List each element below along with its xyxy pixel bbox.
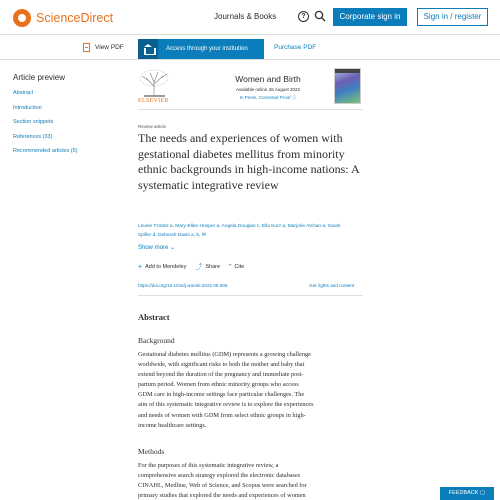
view-pdf-button[interactable] <box>83 43 124 52</box>
text-line: aim of this systematic integrative review is to explore the experiences <box>138 401 314 409</box>
journals-books-link[interactable]: Journals & Books <box>214 12 277 21</box>
text-line: Gestational diabetes mellitus (GDM) represents a growing challenge <box>138 351 311 358</box>
share-icon: ⤴ <box>195 264 203 271</box>
in-press-label: In Press, Corrected Proof <box>239 95 291 100</box>
feedback-button[interactable] <box>440 487 494 500</box>
text-line: partum period. Women from ethnic minority groups who access <box>138 381 299 389</box>
sidebar-title: Article preview <box>13 73 66 82</box>
email-icon: ✉ <box>201 233 206 238</box>
text-line: worldwide, with significant risks to both the mother and baby that <box>138 361 305 369</box>
background-heading: Background <box>138 336 175 345</box>
cite-label: Cite <box>234 264 245 270</box>
elsevier-tree-logo[interactable] <box>138 68 171 98</box>
top-navigation-bar <box>0 0 500 35</box>
sidebar-item-section-snippets[interactable]: Section snippets <box>13 119 54 125</box>
logo-text: ScienceDirect <box>36 11 114 25</box>
journal-banner <box>138 68 363 110</box>
corporate-sign-in-button[interactable]: Corporate sign in <box>333 8 407 26</box>
author-line-2[interactable] <box>138 231 363 240</box>
cite-button[interactable] <box>229 264 244 271</box>
chevron-down-icon: ⌄ <box>170 245 176 251</box>
show-more-label: Show more <box>138 245 169 251</box>
author-line-1[interactable]: Louise Tzotzis a, Mary-Ellen Hooper a, Angela Douglas c, Ella Kurz a, Marjorie Atchan a, Sarah <box>138 224 341 229</box>
methods-paragraph <box>138 461 366 500</box>
info-icon: ⓘ <box>291 95 297 100</box>
text-line: and needs of women with GDM from select ethnic groups in high- <box>138 411 306 419</box>
article-actions <box>138 262 253 272</box>
get-rights-link[interactable]: Get rights and content <box>309 283 355 288</box>
article-title: The needs and experiences of women with gestational diabetes mellitus from minority ethnic backgrounds in high-income nations: A systematic integrative review <box>138 131 359 192</box>
pdf-icon <box>83 43 90 52</box>
journal-cover-image[interactable] <box>334 68 361 104</box>
methods-heading: Methods <box>138 447 165 456</box>
feedback-label: FEEDBACK <box>448 490 479 496</box>
share-button[interactable] <box>195 262 220 272</box>
plus-icon: + <box>138 263 143 271</box>
purchase-pdf-link[interactable]: Purchase PDF <box>274 44 317 51</box>
article-outline-sidebar <box>13 73 123 163</box>
author-line-2-text: Spiller d, Deborah Davis a, b, <box>138 233 202 238</box>
text-line: comprehensive search strategy explored the electronic databases <box>138 472 301 480</box>
sidebar-item-introduction[interactable]: Introduction <box>13 104 42 111</box>
author-list <box>138 222 363 240</box>
search-icon[interactable] <box>314 10 326 22</box>
institution-icon <box>138 39 158 59</box>
access-institution-button[interactable] <box>138 39 264 59</box>
abstract-heading: Abstract <box>138 312 170 322</box>
doi-link[interactable]: https://doi.org/10.1016/j.wombi.2022.08.006 <box>138 283 228 288</box>
chat-icon: ▢ <box>479 490 486 496</box>
share-label: Share <box>205 264 221 270</box>
text-line: For the purposes of this systematic integrative review, a <box>138 462 279 469</box>
sidebar-item-references[interactable]: References (33) <box>13 133 53 140</box>
add-to-mendeley-label: Add to Mendeley <box>145 264 187 270</box>
sciencedirect-logo-icon <box>13 9 31 27</box>
journal-title[interactable]: Women and Birth <box>235 74 301 84</box>
add-to-mendeley-button[interactable] <box>138 264 186 271</box>
sidebar-item-abstract[interactable]: Abstract <box>13 90 34 96</box>
text-line: income healthcare settings. <box>138 421 207 429</box>
background-paragraph <box>138 350 366 431</box>
access-institution-label: Access through your institution <box>166 46 248 52</box>
elsevier-wordmark: ELSEVIER <box>138 98 169 104</box>
show-more-button[interactable] <box>138 244 175 251</box>
article-type: Review article <box>138 124 167 129</box>
text-line: GDM care in high-income settings face particular challenges. The <box>138 391 305 399</box>
in-press-link[interactable] <box>218 95 318 101</box>
text-line: CINAHL, Medline, Web of Science, and Scopus were searched for <box>138 482 307 490</box>
sign-in-register-button[interactable]: Sign in / register <box>417 8 488 26</box>
sciencedirect-logo[interactable] <box>13 9 113 27</box>
text-line: extend beyond the duration of the pregnancy and immediate post- <box>138 371 304 379</box>
quote-icon: ” <box>229 263 232 271</box>
view-pdf-label: View PDF <box>95 44 124 51</box>
help-icon[interactable]: ? <box>298 11 309 22</box>
sidebar-item-recommended-articles[interactable]: Recommended articles (5) <box>13 148 78 154</box>
available-online-date: Available online 26 August 2022 <box>236 87 300 92</box>
divider <box>138 295 363 296</box>
text-line: primary studies that explored the needs and experiences of women <box>138 492 306 500</box>
